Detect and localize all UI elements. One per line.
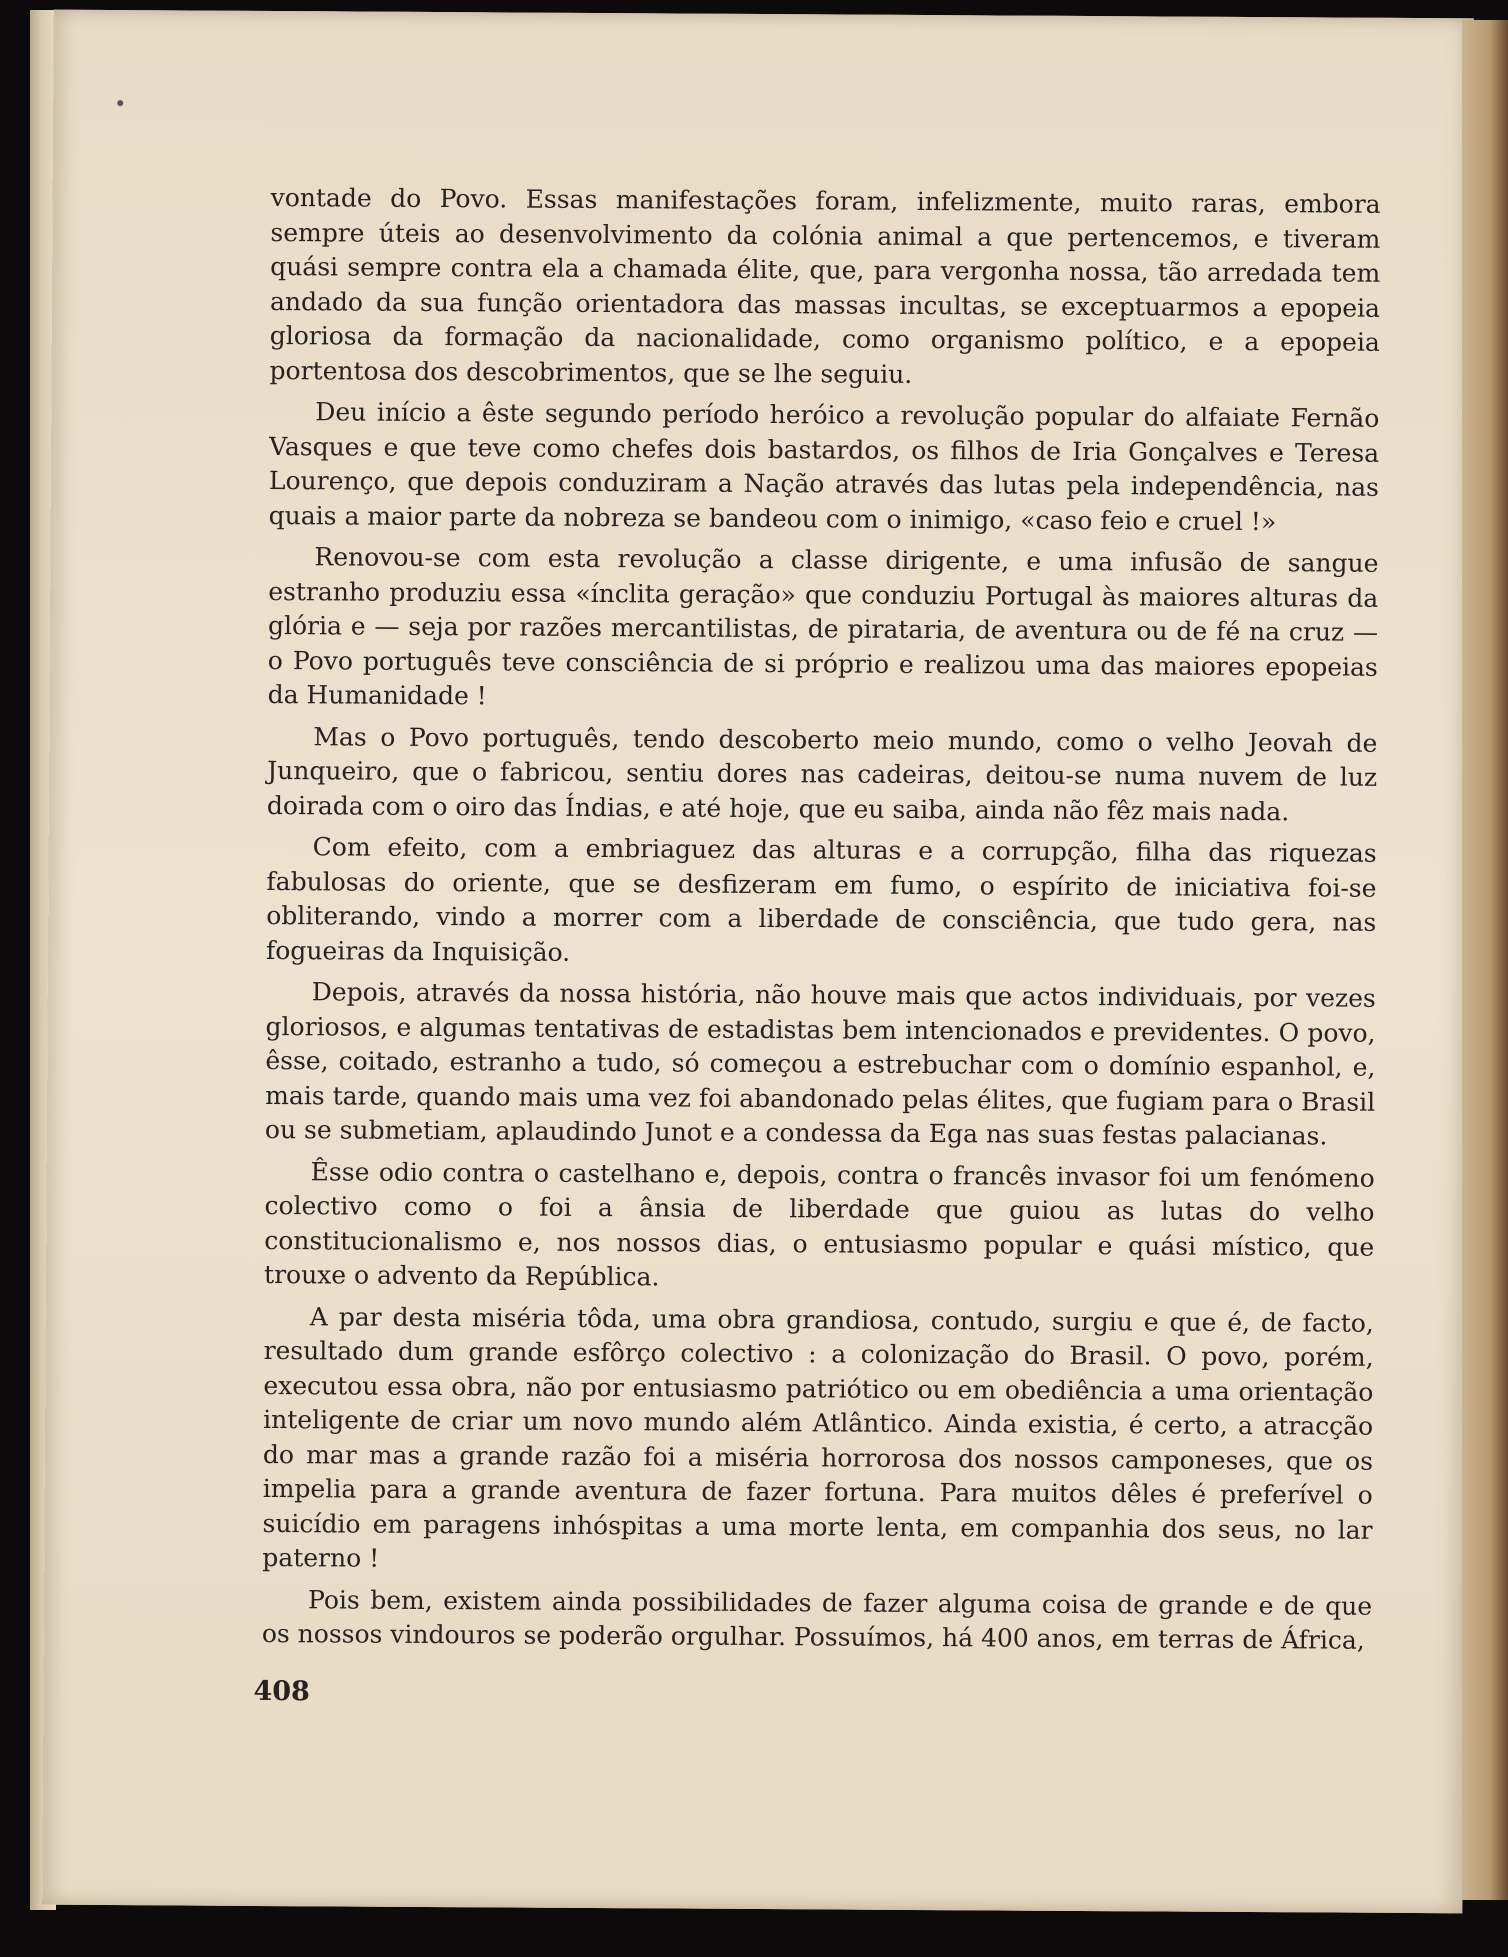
ink-speck <box>117 100 123 106</box>
paragraph-1: vontade do Povo. Essas manifestações foram, infelizmente, muito raras, embora sempre úteis ao desenvolvimento da colónia animal a que pertencemos, e tiveram quási sempre contra ela a chamada élite, que, para vergonha nossa, tão arredada tem andado da sua função orientadora das massas incultas, se exceptuarmos a epopeia gloriosa da formação da nacionalidade, como organismo político, e a epopeia portentosa dos descobrimentos, que se lhe seguiu. <box>269 183 1381 389</box>
page-edge-shadow <box>1462 20 1508 1900</box>
paragraph-9: Pois bem, existem ainda possibilidades de fazer alguma coisa de grande e de que os nossos vindouros se poderão orgulhar. Possuímos, há 400 anos, em terras de África, <box>261 1584 1373 1655</box>
paragraph-7: Êsse odio contra o castelhano e, depois, contra o francês invasor foi um fenómeno colectivo como o foi a ânsia de liberdade que guiou as lutas do velho constitucionalismo e, nos nossos dias, o entusiasmo popular e quási místico, que trouxe o advento da República. <box>263 1156 1375 1292</box>
book-page <box>42 10 1474 1914</box>
body-text <box>262 181 1381 1665</box>
paragraph-8: A par desta miséria tôda, uma obra grandiosa, contudo, surgiu e que é, de facto, resultado dum grande esfôrço colectivo : a colonização do Brasil. O povo, porém, executou essa obra, não por entusiasmo patriótico ou em obediência a uma orientação inteligente de criar um novo mundo além Atlântico. Ainda existia, é certo, a atracção do mar mas a grande razão foi a miséria horrorosa dos nossos camponeses, que os impelia para a grande aventura de fazer fortuna. Para muitos dêles é preferível o suicídio em paragens inhóspitas a uma morte lenta, em companhia dos seus, no lar paterno ! <box>262 1301 1374 1573</box>
paragraph-6: Depois, através da nossa história, não houve mais que actos individuais, por vezes gloriosos, e algumas tentativas de estadistas bem intencionados e previdentes. O povo, êsse, coitado, estranho a tudo, só começou a estrebuchar com o domínio espanhol, e, mais tarde, quando mais uma vez foi abandonado pelas élites, que fugiam para o Brasil ou se submetiam, aplaudindo Junot e a condessa da Ega nas suas festas palacianas. <box>264 977 1376 1151</box>
page-number: 408 <box>253 1675 311 1708</box>
paragraph-4: Mas o Povo português, tendo descoberto meio mundo, como o velho Jeovah de Junqueiro, que o fabricou, sentiu dores nas cadeiras, deitou-se numa nuvem de luz doirada com o oiro das Índias, e até hoje, que eu saiba, ainda não fêz mais nada. <box>266 721 1378 826</box>
paragraph-2: Deu início a êste segundo período heróico a revolução popular do alfaiate Fernão Vasques e que teve como chefes dois bastardos, os filhos de Iria Gonçalves e Teresa Lourenço, que depois conduziram a Nação através das lutas pela independência, nas quais a maior parte da nobreza se bandeou com o inimigo, «caso feio e cruel !» <box>268 397 1380 536</box>
paragraph-3: Renovou-se com esta revolução a classe dirigente, e uma infusão de sangue estranho produziu essa «ínclita geração» que conduziu Portugal às maiores alturas da glória e — seja por razões mercantilistas, de pirataria, de aventura ou de fé na cruz — o Povo português teve consciência de si próprio e realizou uma das maiores epopeias da Humanidade ! <box>267 542 1379 711</box>
paragraph-5: Com efeito, com a embriaguez das alturas e a corrupção, filha das riquezas fabulosas do oriente, que se desfizeram em fumo, o espírito de iniciativa foi-se obliterando, vindo a morrer com a liberdade de consciência, que tudo gera, nas fogueiras da Inquisição. <box>265 832 1377 967</box>
